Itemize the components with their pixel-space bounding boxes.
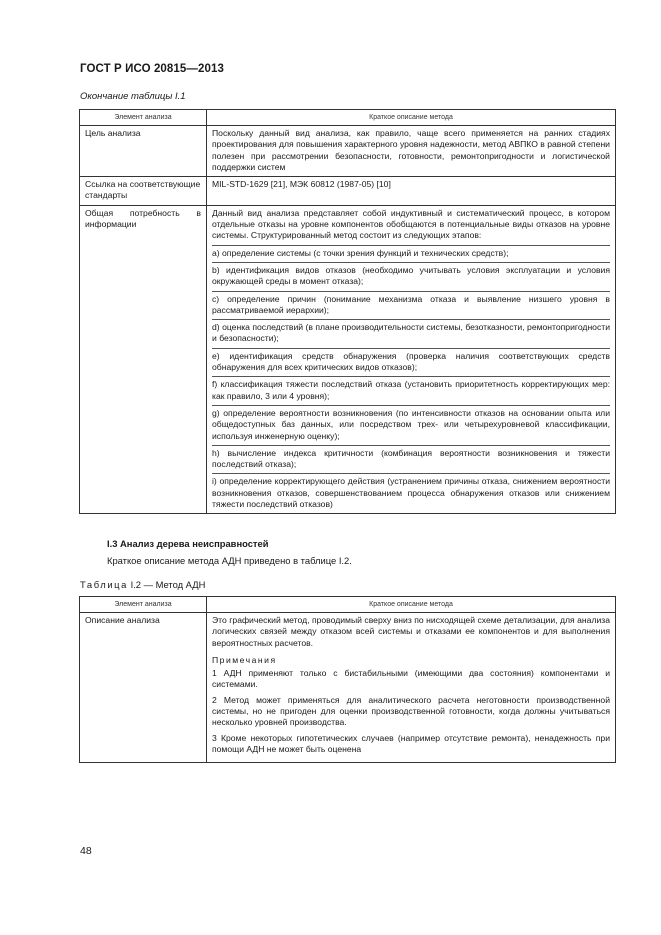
row-paragraphs xyxy=(207,205,616,514)
row-label: Общая потребность в информации xyxy=(80,205,207,514)
step-b: b) идентификация видов отказов (необходимо учитывать условия эксплуатации и условия окружающей среды в момент отказа); xyxy=(212,262,610,291)
table2-header-row xyxy=(80,597,616,613)
row-label: Ссылка на соответствующие стандарты xyxy=(80,177,207,206)
note-2: 2 Метод может применяться для аналитического расчета неготовности производственной системы, но не пригоден для оценки производственной готовности, когда должны учитываться несколько уровней производства. xyxy=(212,694,610,728)
table2-caption xyxy=(80,579,205,590)
table-1 xyxy=(79,109,616,514)
step-g: g) определение вероятности возникновения (по интенсивности отказов на основании опыта или общедоступных баз данных, или посредством трех- или четырехуровневой классификации, используя инженерную оценку); xyxy=(212,405,610,445)
step-h: h) вычисление индекса критичности (комбинация вероятности возникновения и тяжести последствий отказа); xyxy=(212,445,610,474)
table2-caption-label: Таблица xyxy=(80,579,128,590)
intro-paragraph: Данный вид анализа представляет собой индуктивный и систематический процесс, в котором отдельные отказы на уровне компонентов обобщаются в потенциальные виды отказов на уровне системы. Структурированный метод состоит из следующих этапов: xyxy=(212,207,610,241)
note-1: 1 АДН применяют только с бистабильными (имеющими два состояния) компонентами и системами. xyxy=(212,668,610,690)
table2-col-header-description: Краткое описание метода xyxy=(207,597,616,613)
step-e: e) идентификация средств обнаружения (проверка наличия соответствующих средств обнаружения для всех критических видов отказов); xyxy=(212,348,610,377)
document-header: ГОСТ Р ИСО 20815—2013 xyxy=(80,63,225,75)
notes-heading: Примечания xyxy=(212,654,277,665)
step-d: d) оценка последствий (в плане производительности системы, безотказности, ремонтопригодности и безопасности); xyxy=(212,319,610,348)
table-2 xyxy=(79,596,616,763)
row-text: Поскольку данный вид анализа, как правило, чаще всего применяется на ранних стадиях проектирования для повышения характерного уровня надежности, метод АВПКО в равной степени полезен при рассмотрении безопасности, готовности, ремонтопригодности и логистической поддержки систем xyxy=(207,126,616,177)
row-label: Описание анализа xyxy=(80,613,207,763)
table1-col-header-element: Элемент анализа xyxy=(80,110,207,126)
row-text: MIL-STD-1629 [21], МЭК 60812 (1987-05) [10] xyxy=(207,177,616,206)
step-f: f) классификация тяжести последствий отказа (установить приоритетность корректирующих мер: как правило, 3 или 4 уровня); xyxy=(212,376,610,405)
step-i: i) определение корректирующего действия (устранением причины отказа, снижением вероятности возникновения отказов, совершенствованием процесса обнаружения отказов или снижением тяжести последствий отказов) xyxy=(212,473,610,513)
page-number: 48 xyxy=(80,845,92,857)
step-c: c) определение причин (понимание механизма отказа и выявление низшего уровня в рассматриваемой иерархии); xyxy=(212,291,610,320)
step-a: a) определение системы (с точки зрения функций и технических средств); xyxy=(212,245,610,262)
table-row xyxy=(80,126,616,177)
table1-col-header-description: Краткое описание метода xyxy=(207,110,616,126)
table-row xyxy=(80,205,616,514)
section-text: Краткое описание метода АДН приведено в таблице I.2. xyxy=(107,555,352,566)
table-row xyxy=(80,613,616,763)
note-3: 3 Кроме некоторых гипотетических случаев (например отсутствие ремонта), ненадежность при помощи АДН не может быть оценена xyxy=(212,732,610,754)
table2-col-header-element: Элемент анализа xyxy=(80,597,207,613)
table1-header-row xyxy=(80,110,616,126)
table2-caption-title: I.2 — Метод АДН xyxy=(127,579,206,590)
table1-caption: Окончание таблицы I.1 xyxy=(80,91,186,102)
table-row xyxy=(80,177,616,206)
row-content xyxy=(207,613,616,763)
analysis-description: Это графический метод, проводимый сверху вниз по нисходящей схеме детализации, для анализа логических связей между отказом всей системы и отказами ее компонентов и для выполнения вероятностных расчетов. xyxy=(212,615,610,648)
section-heading: I.3 Анализ дерева неисправностей xyxy=(107,538,269,549)
row-label: Цель анализа xyxy=(80,126,207,177)
